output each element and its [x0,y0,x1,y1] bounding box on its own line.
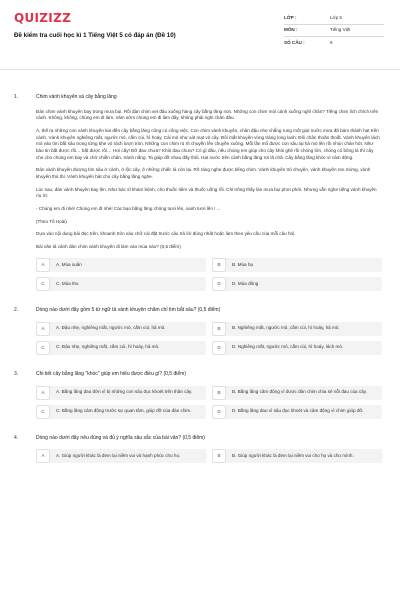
option-letter: A [36,258,50,272]
option-c[interactable] [36,277,206,291]
option-text: D. Mùa đông [232,280,259,286]
option-text: D. Bằng lăng đau vì sâu đục khoét và cảm động vì chim giúp đỡ. [232,408,364,414]
question-1 [14,94,382,291]
option-letter: C [36,341,50,355]
question-4 [14,435,382,464]
option-text: C. Bằng lăng cảm động trước sự quan tâm, giúp đỡ của đàn chim. [56,408,192,414]
answer-options [36,258,382,291]
option-c[interactable] [36,405,206,419]
option-b[interactable] [212,386,382,400]
question-2 [14,307,382,355]
option-text: C. Mùa thu [56,280,79,286]
answer-options [36,449,382,463]
option-c[interactable] [36,341,206,355]
option-text: A. Giúp người khác là đem lại niềm vui và hạnh phúc cho họ. [56,452,181,458]
option-text: C. Đậu nhẹ, nghiêng mắt, cắm cúi, hì hoáy, hả mỏ. [56,344,160,350]
passage-paragraph: À, thế ra những con vành khuyên kia đến cây bằng lăng cũng có công việc. Con chim vành khuyên, chân đậu nhẹ chẳng rung một giọt nước mưa đã bám thành hạt trên cành. Vành khuyên nghiêng mắt, ngước mỏ, cắm cúi, hì hoáy. Cái mỏ như xát mạt vỏ cây. Đôi mắt khuyên vòng tráng long lanh. Đôi chân thoăn thoắt. Vành khuyên lách mỏ vào tìm bắt sâu trong từng khe vỏ rách lượn tròn. Những con chim rủ rít chuyền lên chuyền xuống. Mỗi lần mổ được con sâu lại hả mỏ lên rồi nhún chân hót. Như bảo tin bắt được rồi… bắt được rồi… Hơi cây! Đỡ đau chưa? Khỏi đau chưa? Có gì đâu, nếu chúng em giúp cho cây khỏi ghẻ rồi chóng lớn, chóng có bông lá thì cây che cho chúng em bay và chở chiền chân, tránh nắng. Ta giúp đỡ nhau đấy thôi. Hạt nước trên cành bằng lăng rơi lã chã. Cây bằng lăng khóc vì cảm động. [36,128,380,160]
meta-value: Tiếng Việt [330,27,351,33]
option-text: D. Nghiêng mắt, ngước mỏ, cắm cúi, hì hoáy, lách mỏ. [232,344,344,350]
question-number: 4. [14,434,19,441]
quizizz-logo: QUIZIZZ [14,11,72,25]
question-title: Dòng nào dưới đây gồm 5 từ ngữ tả vành khuyên chăm chỉ tìm bắt sâu? (0,5 điểm) [36,307,221,314]
option-b[interactable] [212,322,382,336]
document-title: Đề kiểm tra cuối học kì 1 Tiếng Việt 5 có đáp án (Đề 10) [14,32,176,39]
question-number: 2. [14,307,19,314]
option-letter: B [212,322,226,336]
option-a[interactable] [36,449,206,463]
option-letter: B [212,386,226,400]
question-number: 3. [14,370,19,377]
passage-source: (Theo Tô Hoài) [36,218,67,224]
option-letter: C [36,277,50,291]
passage-paragraph: - Chúng em đi nhé! Chúng em đi nhé! Các bạn bằng lăng chóng tươi lên, xanh tươi lên ! ... [36,205,221,211]
passage-paragraph: Đàn chim vành khuyên bay trong mưa bụi. Rồi đàn chim vẹt đậu xuống hàng cây bằng lăng non. Những con chim mỏi cánh xuống nghỉ chân? Tiếng chim lích chích trên cành. Không, không, chúng em đi làm, năm sớm chúng em đi làm đây, không phải nghỉ chân đâu. [36,108,379,121]
meta-value: 6 [330,40,333,46]
passage-instructions: Dựa vào nội dung bài đọc trên, khoanh tròn vào chữ cái đặt trước câu trả lời đúng nhất hoặc làm theo yêu cầu của mỗi câu hỏi. [36,231,296,237]
question-number: 1. [14,94,19,100]
option-text: B. Nghiêng mắt, ngước mỏ, cắm cúi, hì hoáy, hả mỏ. [232,325,340,331]
option-text: B. Mùa hạ [232,261,253,267]
meta-row-count [284,37,384,50]
meta-row-class [284,12,384,25]
option-a[interactable] [36,386,206,400]
option-d[interactable] [212,277,382,291]
option-letter: B [212,449,226,463]
option-letter: A [36,322,50,336]
question-prompt: Bài văn tả cảnh đàn chim vành khuyên đi làm vào mùa nào? (0,5 điểm) [36,243,181,249]
option-text: A. Mùa xuân [56,261,82,267]
meta-table [284,12,384,50]
option-letter: A [36,449,50,463]
question-title: Dòng nào dưới đây nêu đúng và đủ ý nghĩa sâu sắc của bài văn? (0,5 điểm) [36,434,205,441]
option-b[interactable] [212,449,382,463]
option-letter: C [36,405,50,419]
passage-paragraph: Lúc sau, đàn vành khuyên bay lên. Như bác sĩ khám bệnh, cho thuốc tiêm và thuốc uống rồi. Chỉ trông thấy làn mưa bụi phơi phới. Nhưng vẫn nghe tiếng vành khuyên ríu rít: [36,186,377,199]
option-letter: D [212,405,226,419]
option-b[interactable] [212,258,382,272]
option-text: A. Bằng lăng đau đớn vì bị những con sâu đục khoét trên thân cây. [56,389,193,395]
questions-list [0,70,400,463]
meta-label: MÔN : [284,27,298,33]
document-header [0,0,400,70]
option-text: B. Giúp người khác là đem lại niềm vui cho họ và cho mình. [232,452,354,458]
option-letter: D [212,277,226,291]
option-letter: A [36,386,50,400]
question-title: Chi tiết cây bằng lăng "khóc" giúp em hiểu được điều gì? (0,5 điểm) [36,370,186,377]
option-letter: B [212,258,226,272]
passage-paragraph: Đàn vành khuyên đương tìm sâu ở cành, ở lộc cây, ở những chiếc lá còn lại. Rõ ràng nghe được tiếng chim. Vành khuyên trò chuyện, vành khuyên reo mừng, vành khuyên thủ thỉ. Vành khuyên hát cho cây bằng lăng nghe. [36,167,371,179]
option-text: B. Bằng lăng cảm động vì được đàn chim chia sẻ nỗi đau của cây. [232,389,367,395]
option-a[interactable] [36,322,206,336]
option-d[interactable] [212,341,382,355]
meta-label: SỐ CÂU : [284,40,305,46]
question-title: Chim vành khuyên và cây bằng lăng [36,94,117,100]
question-3 [14,371,382,419]
option-d[interactable] [212,405,382,419]
meta-value: Lớp 5 [330,14,342,20]
option-text: A. Đậu nhẹ, nghiêng mắt, ngước mỏ, cắm cúi, hả mỏ. [56,325,166,331]
meta-label: LỚP : [284,14,297,20]
answer-options [36,386,382,419]
reading-passage [36,109,382,238]
option-letter: D [212,341,226,355]
answer-options [36,322,382,355]
meta-row-subject [284,25,384,38]
option-a[interactable] [36,258,206,272]
